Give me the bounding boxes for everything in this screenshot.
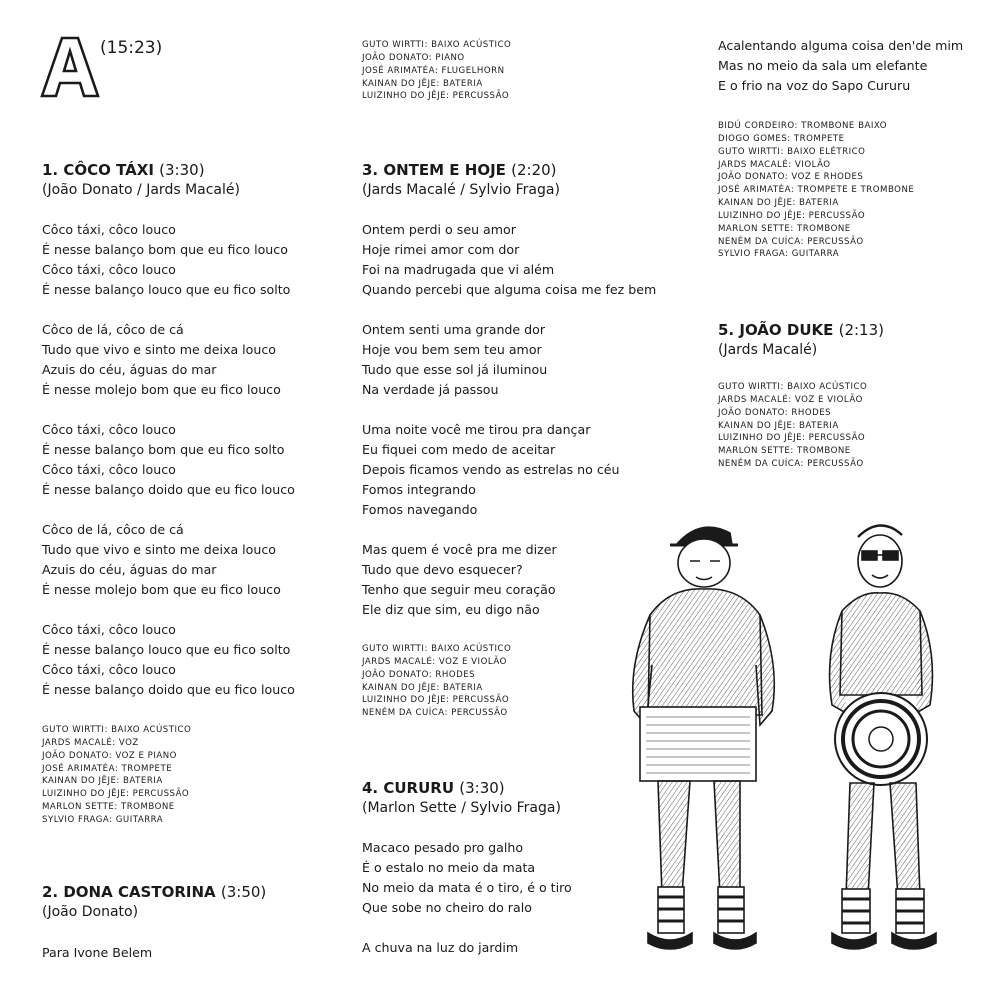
track-5-title: 5. JOÃO DUKE (2:13) xyxy=(718,321,884,339)
track-5-composers: (Jards Macalé) xyxy=(718,342,818,358)
credit-line: JOSÉ ARIMATÉA: TROMPETE xyxy=(42,763,173,774)
lyric-line: Acalentando alguma coisa den'de mim xyxy=(718,38,964,53)
lyric-line: Fomos integrando xyxy=(362,482,476,497)
credit-line: JOSÉ ARIMATÉA: FLUGELHORN xyxy=(362,65,505,76)
credit-line: KAINAN DO JÊJE: BATERIA xyxy=(362,682,483,693)
figure-left-man xyxy=(633,527,775,949)
lyric-line: É nesse balanço doido que eu fico louco xyxy=(42,482,295,497)
lyric-line: Macaco pesado pro galho xyxy=(362,840,524,855)
credit-line: LUIZINHO DO JÊJE: PERCUSSÃO xyxy=(718,433,866,444)
lyric-line: É nesse balanço louco que eu fico solto xyxy=(42,282,291,297)
stanza-break xyxy=(362,918,572,938)
lyric-line: Uma noite você me tirou pra dançar xyxy=(362,422,591,437)
lyric-line: Côco de lá, côco de cá xyxy=(42,522,184,537)
credit-line: GUTO WIRTTI: BAIXO ACÚSTICO xyxy=(362,40,512,50)
lyric-line: Azuis do céu, águas do mar xyxy=(42,562,217,577)
stanza-break xyxy=(42,600,295,620)
credit-line: JOSÉ ARIMATÉA: TROMPETE E TROMBONE xyxy=(718,185,915,196)
lyric-line: É nesse balanço louco que eu fico solto xyxy=(42,642,291,657)
credit-line: BIDÚ CORDEIRO: TROMBONE BAIXO xyxy=(718,121,888,131)
track-2-title: 2. DONA CASTORINA (3:50) xyxy=(42,883,267,901)
credit-line: GUTO WIRTTI: BAIXO ELÉTRICO xyxy=(718,146,866,157)
lyric-line: Que sobe no cheiro do ralo xyxy=(362,900,532,915)
side-letter-logo xyxy=(40,36,100,98)
credit-line: LUIZINHO DO JÊJE: PERCUSSÃO xyxy=(718,210,866,221)
lyric-line: Tenho que seguir meu coração xyxy=(362,582,556,597)
lyric-line: Fomos navegando xyxy=(362,502,478,517)
stanza-break xyxy=(362,400,656,420)
credit-line: KAINAN DO JÊJE: BATERIA xyxy=(718,198,839,209)
credit-line: DIOGO GOMES: TROMPETE xyxy=(718,133,845,144)
track-4-lyrics-continued xyxy=(718,36,963,96)
lyric-line: Eu fiquei com medo de aceitar xyxy=(362,442,556,457)
credit-line: SYLVIO FRAGA: GUITARRA xyxy=(718,249,840,260)
credit-line: GUTO WIRTTI: BAIXO ACÚSTICO xyxy=(42,725,192,735)
lyric-line: É nesse balanço bom que eu fico solto xyxy=(42,442,285,457)
credit-line: KAINAN DO JÊJE: BATERIA xyxy=(42,776,163,787)
track-4-credits xyxy=(718,120,914,261)
lyric-line: Mas quem é você pra me dizer xyxy=(362,542,557,557)
illustration-two-men xyxy=(610,515,970,955)
lyric-line: Côco táxi, côco louco xyxy=(42,662,176,677)
credit-line: JARDS MACALÉ: VOZ E VIOLÃO xyxy=(362,656,507,667)
lyric-line: Côco táxi, côco louco xyxy=(42,462,176,477)
credit-line: NENÉM DA CUÍCA: PERCUSSÃO xyxy=(718,459,864,470)
credit-line: MARLON SETTE: TROMBONE xyxy=(718,223,851,234)
stanza-break xyxy=(362,300,656,320)
lyric-line: Tudo que vivo e sinto me deixa louco xyxy=(42,342,276,357)
lyric-line: É o estalo no meio da mata xyxy=(362,860,536,875)
track-3-credits xyxy=(362,643,511,720)
credit-line: LUIZINHO DO JÊJE: PERCUSSÃO xyxy=(362,695,510,706)
lyric-line: É nesse balanço bom que eu fico louco xyxy=(42,242,288,257)
lyric-line: Quando percebi que alguma coisa me fez bem xyxy=(362,282,657,297)
credit-line: KAINAN DO JÊJE: BATERIA xyxy=(362,78,483,89)
lyric-line: É nesse molejo bom que eu fico louco xyxy=(42,582,281,597)
track-4-lyrics xyxy=(362,838,572,958)
credit-line: MARLON SETTE: TROMBONE xyxy=(718,446,851,457)
track-1-title: 1. CÔCO TÁXI (3:30) xyxy=(42,161,205,179)
side-duration: (15:23) xyxy=(100,38,163,58)
track-2-dedication: Para Ivone Belem xyxy=(42,945,153,960)
lyric-line: E o frio na voz do Sapo Cururu xyxy=(718,78,911,93)
credit-line: JARDS MACALÉ: VOZ xyxy=(42,737,139,748)
credit-line: JARDS MACALÉ: VOZ E VIOLÃO xyxy=(718,394,863,405)
track-4-title: 4. CURURU (3:30) xyxy=(362,779,505,797)
credit-line: JOÃO DONATO: RHODES xyxy=(362,669,476,680)
credit-line: JOÃO DONATO: VOZ E RHODES xyxy=(718,172,864,183)
credit-line: LUIZINHO DO JÊJE: PERCUSSÃO xyxy=(42,789,190,800)
lyric-line: Côco táxi, côco louco xyxy=(42,422,176,437)
lyric-line: Tudo que vivo e sinto me deixa louco xyxy=(42,542,276,557)
track-1-credits xyxy=(42,724,191,827)
credit-line: SYLVIO FRAGA: GUITARRA xyxy=(42,814,164,825)
track-2-credits xyxy=(362,39,511,103)
lyric-line: No meio da mata é o tiro, é o tiro xyxy=(362,880,572,895)
lyric-line: Côco táxi, côco louco xyxy=(42,262,176,277)
track-3-composers: (Jards Macalé / Sylvio Fraga) xyxy=(362,182,560,198)
lyric-line: Tudo que esse sol já iluminou xyxy=(362,362,548,377)
track-1-composers: (João Donato / Jards Macalé) xyxy=(42,182,240,198)
lyric-line: Ele diz que sim, eu digo não xyxy=(362,602,540,617)
lyric-line: É nesse balanço doido que eu fico louco xyxy=(42,682,295,697)
lyric-line: Ontem perdi o seu amor xyxy=(362,222,516,237)
track-1-lyrics xyxy=(42,220,295,700)
lyric-line: É nesse molejo bom que eu fico louco xyxy=(42,382,281,397)
credit-line: JOÃO DONATO: VOZ E PIANO xyxy=(42,750,177,761)
credit-line: JOÃO DONATO: PIANO xyxy=(362,52,465,63)
lyric-line: Depois ficamos vendo as estrelas no céu xyxy=(362,462,620,477)
lyric-line: Hoje rimei amor com dor xyxy=(362,242,520,257)
stanza-break xyxy=(42,400,295,420)
lyric-line: Azuis do céu, águas do mar xyxy=(42,362,217,377)
credit-line: JOÃO DONATO: RHODES xyxy=(718,407,832,418)
credit-line: GUTO WIRTTI: BAIXO ACÚSTICO xyxy=(718,382,868,392)
lyric-line: Ontem senti uma grande dor xyxy=(362,322,546,337)
credit-line: KAINAN DO JÊJE: BATERIA xyxy=(718,420,839,431)
credit-line: LUIZINHO DO JÊJE: PERCUSSÃO xyxy=(362,91,510,102)
credit-line: MARLON SETTE: TROMBONE xyxy=(42,802,175,813)
lyric-line: Côco de lá, côco de cá xyxy=(42,322,184,337)
track-2-composers: (João Donato) xyxy=(42,904,139,920)
track-4-composers: (Marlon Sette / Sylvio Fraga) xyxy=(362,800,561,816)
stanza-break xyxy=(42,300,295,320)
lyric-line: Na verdade já passou xyxy=(362,382,499,397)
lyric-line: Côco táxi, côco louco xyxy=(42,622,176,637)
lyric-line: Tudo que devo esquecer? xyxy=(362,562,523,577)
lyric-line: A chuva na luz do jardim xyxy=(362,940,519,955)
lyric-line: Mas no meio da sala um elefante xyxy=(718,58,928,73)
stanza-break xyxy=(42,500,295,520)
credit-line: NENÉM DA CUÍCA: PERCUSSÃO xyxy=(718,236,864,247)
credit-line: NENÉM DA CUÍCA: PERCUSSÃO xyxy=(362,708,508,719)
figure-right-man xyxy=(830,525,936,949)
lyric-line: Côco táxi, côco louco xyxy=(42,222,176,237)
track-3-title: 3. ONTEM E HOJE (2:20) xyxy=(362,161,557,179)
lyric-line: Hoje vou bem sem teu amor xyxy=(362,342,542,357)
credit-line: GUTO WIRTTI: BAIXO ACÚSTICO xyxy=(362,644,512,654)
track-5-credits xyxy=(718,381,867,471)
lyric-line: Foi na madrugada que vi além xyxy=(362,262,555,277)
credit-line: JARDS MACALÉ: VIOLÃO xyxy=(718,159,831,170)
